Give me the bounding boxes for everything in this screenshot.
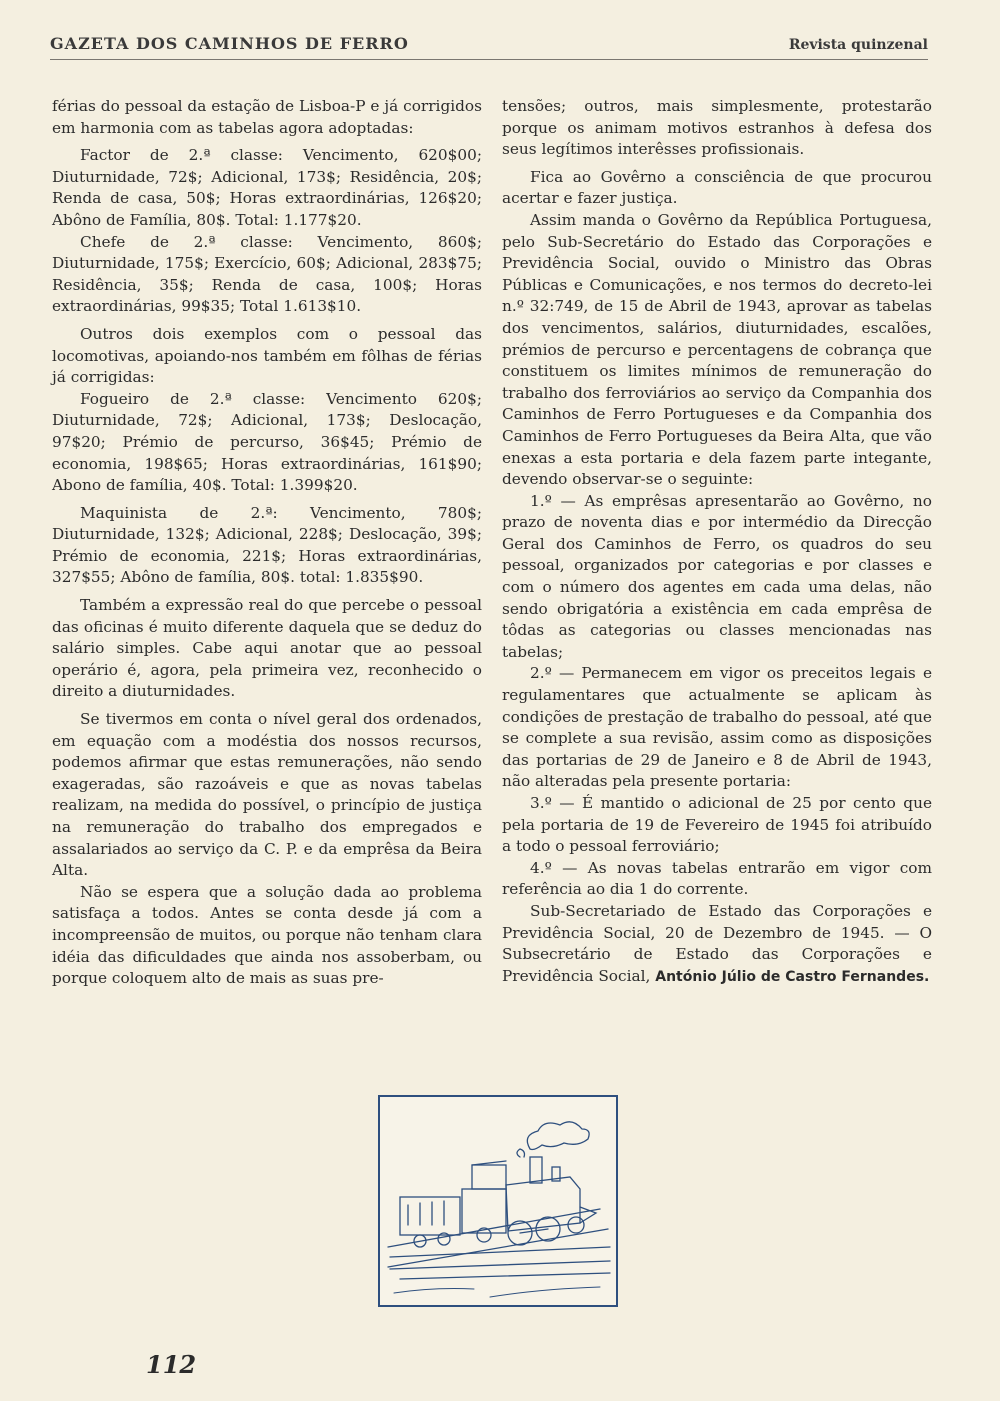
page-number: 112 <box>146 1350 197 1379</box>
left-column <box>52 96 482 996</box>
paragraph-solucao: Não se espera que a solução dada ao problema satisfaça a todos. Antes se conta desde já com a incompreensão de muitos, ou porque não tenham clara idéia das dificuldades que ainda nos assoberbam, ou porque coloquem alto de mais as suas pre- <box>52 882 482 988</box>
carriage <box>400 1197 460 1235</box>
chimney <box>530 1157 542 1183</box>
paragraph-clause-4: 4.º — As novas tabelas entrarão em vigor com referência ao dia 1 do corrente. <box>502 858 932 899</box>
paragraph-clause-1: 1.º — As emprêsas apresentarão ao Govêrno, no prazo de noventa dias e por intermédio da Direcção Geral dos Caminhos de Ferro, os quadros do seu pessoal, organizados por categorias e por classes e com o número dos agentes em cada uma delas, não sendo obrigatória a existência em cada emprêsa de tôdas as categorias ou classes mencionadas nas tabelas; <box>502 491 932 661</box>
smoke-cloud <box>527 1122 589 1150</box>
cab <box>472 1165 506 1189</box>
page-header <box>50 34 928 60</box>
right-column <box>502 96 932 994</box>
paragraph-oficinas: Também a expressão real do que percebe o pessoal das oficinas é muito diferente daquela que se deduz do salário simples. Cabe aqui anotar que ao pessoal operário é, agora, pela primeira vez, reconhecido o direito a diuturnidades. <box>52 596 482 701</box>
wheel-3 <box>568 1217 584 1233</box>
paragraph-signoff <box>502 901 932 988</box>
locomotive-illustration <box>378 1095 618 1307</box>
signature-name: António Júlio de Castro Fernandes. <box>655 968 930 985</box>
paragraph-governo: Fica ao Govêrno a consciência de que procurou acertar e fazer justiça. <box>502 167 932 208</box>
paragraph-maquinista-example: Maquinista de 2.ª: Vencimento, 780$; Diuturnidade, 132$; Adicional, 228$; Deslocação, 39$; Prémio de economia, 221$; Horas extraordinárias, 327$55; Abôno de família, 80$. total: 1.835$90. <box>52 503 482 587</box>
steam-locomotive-icon <box>380 1097 616 1305</box>
paragraph-tensoes: tensões; outros, mais simplesmente, protestarão porque os animam motivos estranhos à defesa dos seus legítimos interêsses profissionais. <box>502 97 932 159</box>
paragraph-factor-example: Factor de 2.ª classe: Vencimento, 620$00; Diuturnidade, 72$; Adicional, 173$; Residência, 20$; Renda de casa, 50$; Horas extraordinárias, 126$20; Abôno de Família, 80$. Total: 1.177$20. <box>52 146 482 229</box>
paragraph-chefe-example: Chefe de 2.ª classe: Vencimento, 860$; Diuturnidade, 175$; Exercício, 60$; Adicional, 283$75; Residência, 35$; Renda de casa, 100$; Horas extraordinárias, 99$35; Total 1.613$10. <box>52 232 482 316</box>
publication-frequency: Revista quinzenal <box>788 37 928 53</box>
signoff-text: Sub-Secretariado de Estado das Corporações e Previdência Social, 20 de Dezembro de 1945. — O Subsecretário de Estado das Corporações e Previdência Social, <box>502 901 932 985</box>
publication-title: GAZETA DOS CAMINHOS DE FERRO <box>50 34 409 53</box>
paragraph-ordenados: Se tivermos em conta o nível geral dos ordenados, em equação com a modéstia dos nossos recursos, podemos afirmar que estas remunerações, não sendo exageradas, são razoáveis e que as novas tabelas realizam, na medida do possível, o princípio de justiça na remuneração do trabalho dos empregados e assalariados ao serviço da C. P. e da emprêsa da Beira Alta. <box>52 710 482 880</box>
paragraph-clause-2: 2.º — Permanecem em vigor os preceitos legais e regulamentares que actualmente se aplicam às condições de prestação de trabalho do pessoal, até que se complete a sua revisão, assim como as disposições das portarias de 29 de Janeiro e 8 de Abril de 1943, não alteradas pela presente portaria: <box>502 664 932 791</box>
paragraph-portaria: Assim manda o Govêrno da República Portuguesa, pelo Sub-Secretário do Estado das Corporações e Previdência Social, ouvido o Ministro das Obras Públicas e Comunicações, e nos termos do decreto-lei n.º 32:749, de 15 de Abril de 1943, aprovar as tabelas dos vencimentos, salários, diuturnidades, escalões, prémios de percurso e percentagens de cobrança que constituem os limites mínimos de remuneração do trabalho dos ferroviários ao serviço da Companhia dos Caminhos de Ferro Portugueses e da Companhia dos Caminhos de Ferro Portugueses da Beira Alta, que vão enexas a esta portaria e dela fazem parte integante, devendo observar-se o seguinte: <box>502 210 932 489</box>
paragraph-intro: férias do pessoal da estação de Lisboa-P e já corrigidos em harmonia com as tabelas agora adoptadas: <box>52 97 482 137</box>
paragraph-fogueiro-example: Fogueiro de 2.ª classe: Vencimento 620$; Diuturnidade, 72$; Adicional, 173$; Deslocação, 97$20; Prémio de percurso, 36$45; Prémio de economia, 198$65; Horas extraordinárias, 161$90; Abono de família, 40$. Total: 1.399$20. <box>52 389 482 495</box>
paragraph-clause-3: 3.º — É mantido o adicional de 25 por cento que pela portaria de 19 de Fevereiro de 1945 foi atribuído a todo o pessoal ferroviário; <box>502 794 932 856</box>
paragraph-locomotive-intro: Outros dois exemplos com o pessoal das locomotivas, apoiando-nos também em fôlhas de férias já corrigidas: <box>52 324 482 387</box>
